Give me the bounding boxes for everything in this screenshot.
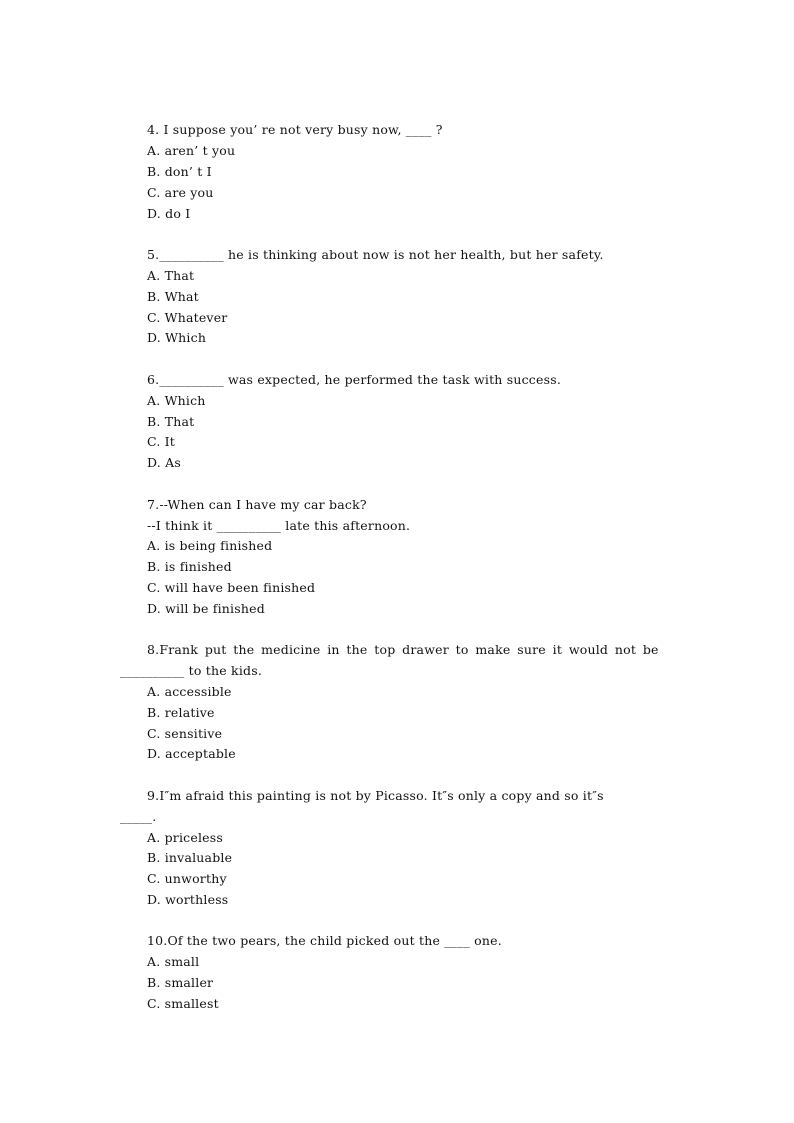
question-4-option-a: A. aren’ t you [147, 143, 236, 158]
question-7-option-d: D. will be finished [147, 601, 265, 616]
question-7-stem-line-1: 7.--When can I have my car back? [147, 497, 367, 512]
question-4-stem: 4. I suppose you’ re not very busy now, ____ ? [147, 122, 443, 137]
question-10-stem: 10.Of the two pears, the child picked out the ____ one. [147, 933, 502, 948]
question-5-stem: 5.__________ he is thinking about now is not her health, but her safety. [147, 247, 604, 262]
question-10-option-c: C. smallest [147, 996, 219, 1011]
question-9-option-b: B. invaluable [147, 850, 233, 865]
question-6-option-b: B. That [147, 414, 195, 429]
question-10-option-b: B. smaller [147, 975, 214, 990]
question-8-option-c: C. sensitive [147, 726, 223, 741]
question-9-option-a: A. priceless [147, 830, 223, 845]
question-9-option-c: C. unworthy [147, 871, 227, 886]
question-8-stem-line-2: __________ to the kids. [120, 663, 263, 678]
question-9-stem-line-1: 9.I″m afraid this painting is not by Picasso. It″s only a copy and so it″s [147, 788, 604, 803]
question-6-option-a: A. Which [147, 393, 206, 408]
question-6-option-d: D. As [147, 455, 181, 470]
question-4-option-d: D. do I [147, 206, 191, 221]
question-5-option-a: A. That [147, 268, 195, 283]
question-9-option-d: D. worthless [147, 892, 229, 907]
question-6-option-c: C. It [147, 434, 176, 449]
question-4-option-c: C. are you [147, 185, 214, 200]
question-8-option-d: D. acceptable [147, 746, 236, 761]
question-5-option-c: C. Whatever [147, 310, 228, 325]
question-8-option-a: A. accessible [147, 684, 232, 699]
question-7-option-a: A. is being finished [147, 538, 273, 553]
question-4-option-b: B. don’ t I [147, 164, 212, 179]
question-7-option-c: C. will have been finished [147, 580, 316, 595]
question-5-option-b: B. What [147, 289, 199, 304]
question-10-option-a: A. small [147, 954, 200, 969]
question-9-stem-line-2: _____. [120, 809, 157, 824]
question-5-option-d: D. Which [147, 330, 207, 345]
question-7-option-b: B. is finished [147, 559, 232, 574]
question-8-stem-line-1: 8.Frank put the medicine in the top drawer to make sure it would not be [147, 642, 659, 657]
question-7-stem-line-2: --I think it __________ late this afternoon. [147, 518, 411, 533]
question-8-option-b: B. relative [147, 705, 215, 720]
question-6-stem: 6.__________ was expected, he performed the task with success. [147, 372, 561, 387]
